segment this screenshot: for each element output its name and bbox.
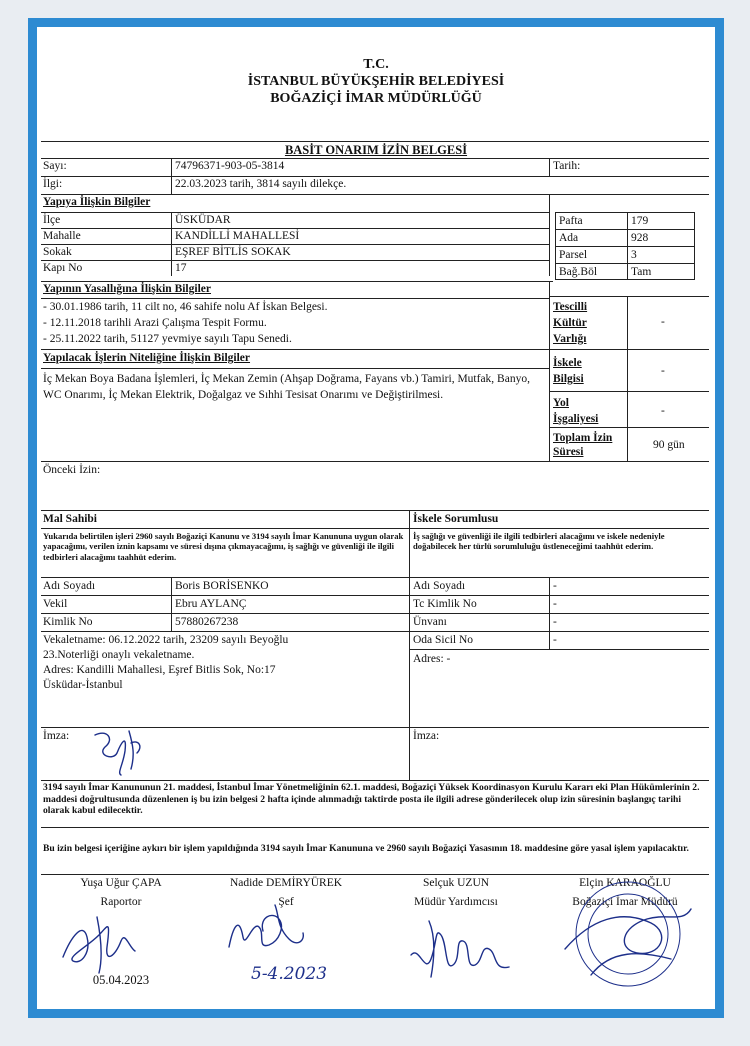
- works-section-title: Yapılacak İşlerin Niteliğine İlişkin Bilgiler: [43, 352, 251, 364]
- scaffold-label-name: Adı Soyadı: [413, 580, 466, 592]
- header-municipality: İSTANBUL BÜYÜKŞEHİR BELEDİYESİ: [247, 74, 505, 89]
- header-directorate: BOĞAZİÇİ İMAR MÜDÜRLÜĞÜ: [270, 91, 482, 106]
- owner-note: Vekaletname: 06.12.2022 tarih, 23209 sayılı Beyoğlu: [43, 634, 289, 646]
- building-label-ilce: İlçe: [43, 214, 61, 226]
- ilgi-label: İlgi:: [43, 178, 63, 190]
- side-label-toplam: Toplam İzin Süresi: [553, 432, 613, 458]
- signer-date: 05.04.2023: [92, 973, 150, 987]
- owner-note: 23.Noterliği onaylı vekaletname.: [43, 649, 195, 661]
- building-value-sokak: EŞREF BİTLİS SOKAK: [175, 246, 291, 258]
- building-label-kapi: Kapı No: [43, 262, 83, 274]
- mudur-yardimcisi-signature: [405, 915, 515, 985]
- notice-validity: 3194 sayılı İmar Kanununun 21. maddesi, İstanbul İmar Yönetmeliğinin 62.1. maddesi, Boğaziçi Yüksek Koordinasyon Kurulu Kararı eki Plan Hükümlerinin 2. maddesi doğrultusunda düzenlenen iş bu izin belgesi 2 hafta içinde alınmadığı taktirde posta ile ilgili adrese gönderilecek olup izin süresinin başlangıç tarihi olarak kabul edilecektir.: [43, 782, 700, 817]
- scaffold-label-unvan: Ünvanı: [413, 616, 447, 628]
- owner-value-name: Boris BORİSENKO: [175, 580, 269, 592]
- tarih-label: Tarih:: [553, 160, 581, 172]
- owner-label-kimlik: Kimlik No: [43, 616, 93, 628]
- parcel-value-pafta: 179: [631, 215, 649, 227]
- header-tc: T.C.: [363, 57, 389, 72]
- previous-permit-label: Önceki İzin:: [43, 464, 101, 476]
- scaffold-label-tc: Tc Kimlik No: [413, 598, 477, 610]
- side-label-kultur: Tescilli Kültür Varlığı: [553, 301, 588, 345]
- owner-value-kimlik: 57880267238: [175, 616, 239, 628]
- scaffold-value-tc: -: [553, 598, 557, 610]
- sayi-label: Sayı:: [43, 160, 67, 172]
- signer-name: Yuşa Uğur ÇAPA: [80, 877, 162, 889]
- scaffold-title: İskele Sorumlusu: [413, 513, 499, 525]
- signer-name: Nadide DEMİRYÜREK: [229, 877, 343, 889]
- document-title: BASİT ONARIM İZİN BELGESİ: [284, 143, 468, 157]
- signer-date: 5-4.2023: [251, 964, 328, 984]
- scaffold-label-oda: Oda Sicil No: [413, 634, 474, 646]
- building-label-mahalle: Mahalle: [43, 230, 81, 242]
- raportor-signature: [57, 907, 147, 977]
- owner-title: Mal Sahibi: [43, 513, 98, 525]
- legal-line: - 30.01.1986 tarih, 11 cilt no, 46 sahife nolu Af İskan Belgesi.: [43, 301, 328, 313]
- parcel-label-pafta: Pafta: [559, 215, 583, 227]
- side-value-toplam: 90 gün: [653, 439, 685, 451]
- sef-signature: [219, 897, 319, 967]
- building-value-ilce: ÜSKÜDAR: [175, 214, 231, 226]
- parcel-value-bagbol: Tam: [631, 266, 652, 278]
- side-value-kultur: -: [661, 316, 665, 328]
- parcel-label-bagbol: Bağ.Böl: [559, 266, 598, 278]
- building-value-mahalle: KANDİLLİ MAHALLESİ: [175, 230, 300, 242]
- legal-line: - 12.11.2018 tarihli Arazi Çalışma Tespit Formu.: [43, 317, 267, 329]
- document-frame: [28, 18, 724, 1018]
- owner-signature: [87, 725, 147, 777]
- signer-title: Müdür Yardımcısı: [414, 896, 498, 908]
- side-label-iskele: İskele Bilgisi: [553, 357, 584, 385]
- parcel-label-ada: Ada: [559, 232, 579, 244]
- owner-note: Adres: Kandilli Mahallesi, Eşref Bitlis Sok, No:17: [43, 664, 276, 676]
- signer-name: Elçin KARAOĞLU: [579, 877, 671, 889]
- signer-name: Selçuk UZUN: [422, 877, 490, 889]
- signer-title: Raportor: [100, 896, 142, 908]
- building-section-title: Yapıya İlişkin Bilgiler: [43, 196, 151, 208]
- notice-legal-action: Bu izin belgesi içeriğine aykırı bir işlem yapıldığında 3194 sayılı İmar Kanununa ve 2960 sayılı Boğaziçi Yasasının 18. maddesine göre yasal işlem yapılacaktır.: [43, 843, 689, 854]
- owner-value-vekil: Ebru AYLANÇ: [175, 598, 247, 610]
- scaffold-address: Adres: -: [413, 653, 451, 665]
- side-value-iskele: -: [661, 365, 665, 377]
- owner-declaration: Yukarıda belirtilen işleri 2960 sayılı Boğaziçi Kanunu ve 3194 sayılı İmar Kanununa uygun olarak yapacağımı, verilen iznin kapsamı ve süresi dışına çıkmayacağımı, iş sağlığı ve güvenliği ile ilgili tedbirleri alacağımı taahhüt ederim.: [43, 531, 404, 562]
- scaffold-value-name: -: [553, 580, 557, 592]
- legal-section-title: Yapının Yasallığına İlişkin Bilgiler: [43, 283, 211, 295]
- scaffold-value-unvan: -: [553, 616, 557, 628]
- parcel-value-ada: 928: [631, 232, 649, 244]
- scaffold-value-oda: -: [553, 634, 557, 646]
- owner-signature-label: İmza:: [43, 730, 70, 742]
- owner-note: Üsküdar-İstanbul: [43, 679, 123, 691]
- owner-label-name: Adı Soyadı: [43, 580, 96, 592]
- signer-title: Boğaziçi İmar Müdürü: [572, 896, 678, 908]
- scaffold-signature-label: İmza:: [413, 730, 440, 742]
- signer-title: Şef: [278, 896, 294, 908]
- building-label-sokak: Sokak: [43, 246, 72, 258]
- sayi-value: 74796371-903-05-3814: [175, 160, 285, 172]
- official-stamp: [551, 879, 705, 989]
- scaffold-declaration: İş sağlığı ve güvenliği ile ilgili tedbirleri alacağımı ve iskele nedeniyle doğabilecek her türlü sorumluluğu üstleneceğimi taahhüt ederim.: [413, 531, 665, 552]
- side-label-yol: Yol İşgaliyesi: [553, 397, 599, 425]
- building-value-kapi: 17: [175, 262, 187, 274]
- side-value-yol: -: [661, 405, 665, 417]
- parcel-label-parsel: Parsel: [559, 249, 588, 261]
- legal-line: - 25.11.2022 tarih, 51127 yevmiye sayılı Tapu Senedi.: [43, 333, 292, 345]
- works-description: İç Mekan Boya Badana İşlemleri, İç Mekan Zemin (Ahşap Doğrama, Fayans vb.) Tamiri, Mutfak, Banyo, WC Onarımı, İç Mekan Elektrik, Doğalgaz ve Sıhhi Tesisat Onarımı ve Değiştirilmesi.: [43, 373, 530, 401]
- owner-label-vekil: Vekil: [43, 598, 68, 610]
- ilgi-value: 22.03.2023 tarih, 3814 sayılı dilekçe.: [175, 178, 347, 190]
- parcel-value-parsel: 3: [631, 249, 637, 261]
